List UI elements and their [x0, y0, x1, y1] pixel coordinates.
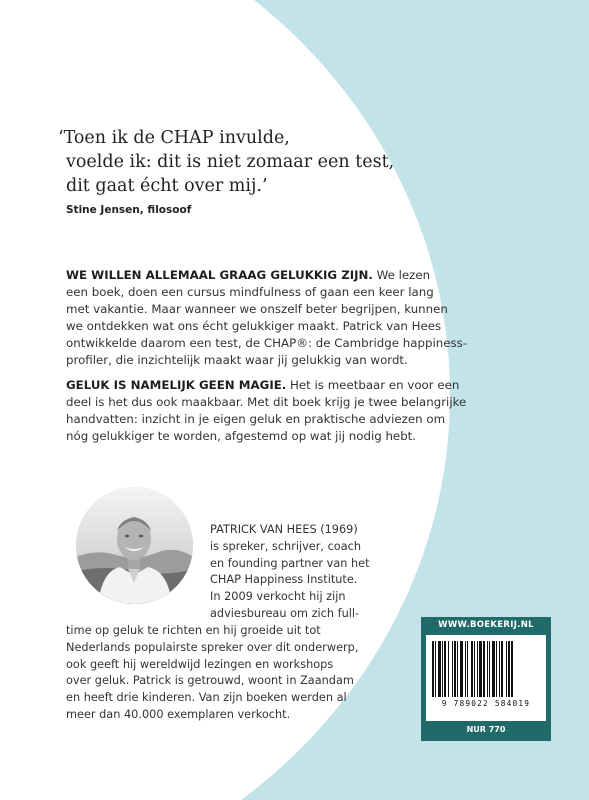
- intro-line: We lezen: [372, 268, 431, 282]
- nur-code: NUR 770: [466, 725, 506, 734]
- intro-line: we ontdekken wat ons écht gelukkiger maakt. Patrick van Hees: [66, 319, 442, 333]
- second-lead: GELUK IS NAMELIJK GEEN MAGIE.: [66, 378, 287, 392]
- bio-line: meer dan 40.000 exemplaren verkocht.: [66, 707, 291, 721]
- intro-line: profiler, die inzichtelijk maakt waar jij gelukkig van wordt.: [66, 353, 408, 367]
- second-line: Het is meetbaar en voor een: [286, 378, 460, 392]
- pull-quote: [58, 126, 394, 198]
- bio-line: Nederlands populairste spreker over dit onderwerp,: [66, 640, 359, 654]
- intro-line: met vakantie. Maar wanneer we onszelf beter begrijpen, kunnen: [66, 302, 448, 316]
- bio-line: adviesbureau om zich full-: [210, 606, 360, 620]
- barcode-area: [426, 635, 546, 721]
- intro-lead: WE WILLEN ALLEMAAL GRAAG GELUKKIG ZIJN.: [66, 268, 373, 282]
- barcode-panel: [421, 617, 551, 741]
- isbn-number: 9 789022 584019: [441, 699, 531, 708]
- bio-line: CHAP Happiness Institute.: [210, 573, 358, 587]
- second-paragraph: [66, 377, 522, 445]
- bio-line: In 2009 verkocht hij zijn: [210, 590, 346, 604]
- bio-line: over geluk. Patrick is getrouwd, woont in Zaandam: [66, 674, 354, 688]
- author-portrait-icon: [76, 487, 193, 604]
- author-bio-full: [66, 623, 358, 724]
- intro-line: een boek, doen een cursus mindfulness of gaan een keer lang: [66, 285, 434, 299]
- intro-line: ontwikkelde daarom een test, de CHAP®: de Cambridge happiness-: [66, 336, 468, 350]
- quote-attribution: Stine Jensen, filosoof: [66, 204, 192, 216]
- quote-line-2: voelde ik: dit is niet zomaar een test,: [66, 152, 395, 172]
- publisher-url: WWW.BOEKERIJ.NL: [438, 620, 534, 630]
- author-photo: [76, 487, 193, 604]
- bio-line: en founding partner van het: [210, 556, 370, 570]
- quote-line-1: ‘Toen ik de CHAP invulde,: [58, 128, 290, 148]
- bio-line: is spreker, schrijver, coach: [210, 539, 361, 553]
- bio-line: ook geeft hij wereldwijd lezingen en workshops: [66, 657, 334, 671]
- second-line: handvatten: inzicht in je eigen geluk en praktische adviezen om: [66, 412, 446, 426]
- bio-line: en heeft drie kinderen. Van zijn boeken werden al: [66, 691, 347, 705]
- barcode-icon: [432, 641, 540, 697]
- quote-line-3: dit gaat écht over mij.’: [66, 176, 268, 196]
- author-bio-right: [210, 522, 370, 623]
- intro-paragraph: [66, 267, 522, 369]
- second-line: deel is het dus ook maakbaar. Met dit boek krijg je twee belangrijke: [66, 395, 467, 409]
- bio-line: PATRICK VAN HEES (1969): [210, 523, 358, 536]
- second-line: nóg gelukkiger te worden, afgestemd op wat jij nodig hebt.: [66, 429, 417, 443]
- bio-line: time op geluk te richten en hij groeide uit tot: [66, 624, 321, 637]
